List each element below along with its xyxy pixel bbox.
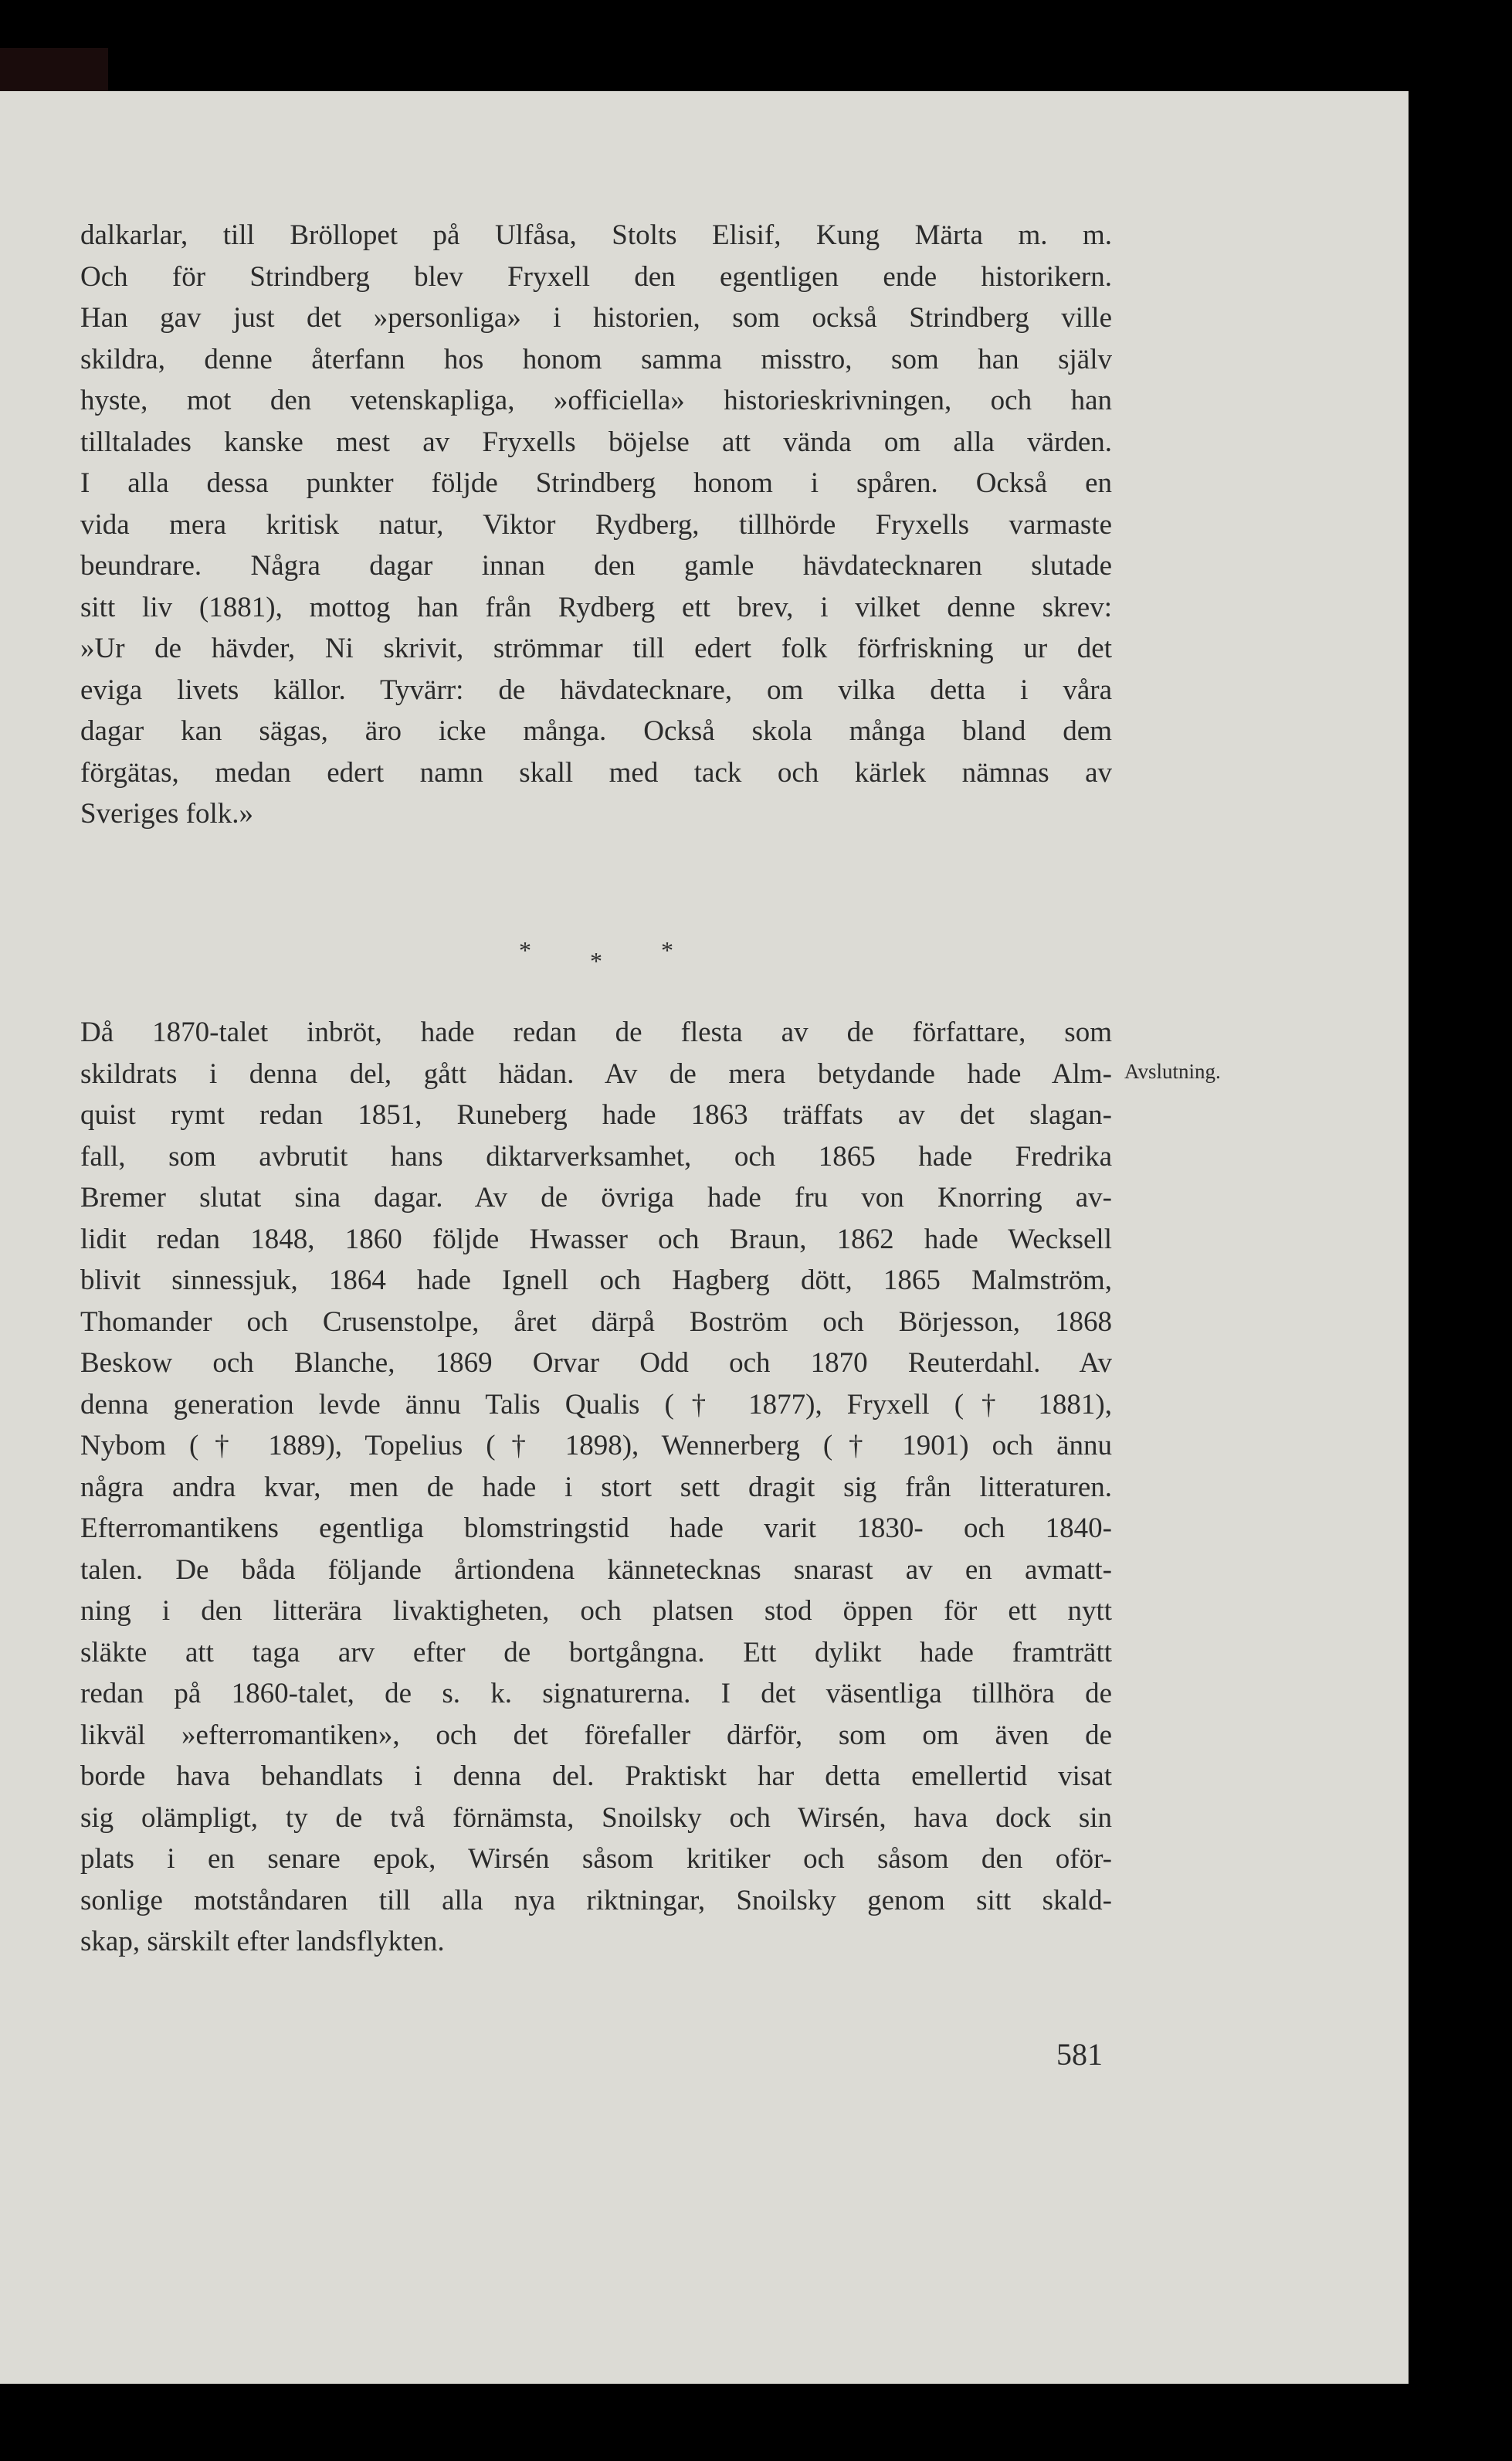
text-line: »Ur de hävder, Ni skrivit, strömmar till edert folk förfriskning ur det xyxy=(80,633,1112,664)
text-line: Han gav just det »personliga» i historien, som också Strindberg ville xyxy=(80,302,1112,334)
text-line: beundrare. Några dagar innan den gamle hävdatecknaren slutade xyxy=(80,550,1112,582)
text-line: quist rymt redan 1851, Runeberg hade 1863 träffats av det slagan- xyxy=(80,1099,1112,1131)
separator-asterisk: * xyxy=(519,936,531,964)
text-line: talen. De båda följande årtiondena kännetecknas snarast av en avmatt- xyxy=(80,1553,1112,1586)
text-line: Och för Strindberg blev Fryxell den egentligen ende historikern. xyxy=(80,260,1112,293)
text-line: Sveriges folk.» xyxy=(80,798,254,830)
section-separator xyxy=(0,936,1192,975)
margin-note: Avslutning. xyxy=(1124,1060,1221,1083)
text-line: blivit sinnessjuk, 1864 hade Ignell och Hagberg dött, 1865 Malmström, xyxy=(80,1264,1112,1296)
text-line: eviga livets källor. Tyvärr: de hävdatecknare, om vilka detta i våra xyxy=(80,674,1112,706)
text-line: borde hava behandlats i denna del. Praktiskt har detta emellertid visat xyxy=(80,1760,1112,1792)
paragraph-2 xyxy=(80,1012,1112,1963)
text-line: likväl »efterromantiken», och det förefaller därför, som om även de xyxy=(80,1719,1112,1751)
separator-asterisk: * xyxy=(661,936,673,964)
text-line: redan på 1860-talet, de s. k. signaturerna. I det väsentliga tillhöra de xyxy=(80,1678,1112,1709)
text-line: Efterromantikens egentliga blomstringstid hade varit 1830- och 1840- xyxy=(80,1512,1112,1544)
text-line: skildra, denne återfann hos honom samma misstro, som han själv xyxy=(80,343,1112,375)
page-edge xyxy=(0,48,108,91)
text-line: plats i en senare epok, Wirsén såsom kritiker och såsom den oför- xyxy=(80,1843,1112,1875)
paragraph-1 xyxy=(80,215,1112,835)
page-number: 581 xyxy=(1056,2037,1103,2072)
text-line: Beskow och Blanche, 1869 Orvar Odd och 1870 Reuterdahl. Av xyxy=(80,1347,1112,1379)
text-line: tilltalades kanske mest av Fryxells böjelse att vända om alla värden. xyxy=(80,426,1112,458)
separator-asterisk: * xyxy=(590,947,602,975)
text-line: fall, som avbrutit hans diktarverksamhet, och 1865 hade Fredrika xyxy=(80,1140,1112,1173)
text-line: Bremer slutat sina dagar. Av de övriga hade fru von Knorring av- xyxy=(80,1182,1112,1214)
text-line: denna generation levde ännu Talis Qualis († 1877), Fryxell († 1881), xyxy=(80,1388,1112,1421)
text-line: sitt liv (1881), mottog han från Rydberg ett brev, i vilket denne skrev: xyxy=(80,591,1112,623)
text-line: lidit redan 1848, 1860 följde Hwasser och Braun, 1862 hade Wecksell xyxy=(80,1223,1112,1255)
text-line: Då 1870-talet inbröt, hade redan de flesta av de författare, som xyxy=(80,1017,1112,1048)
text-line: skildrats i denna del, gått hädan. Av de mera betydande hade Alm- xyxy=(80,1057,1112,1090)
text-line: släkte att taga arv efter de bortgångna. Ett dylikt hade framträtt xyxy=(80,1636,1112,1668)
text-line: Nybom († 1889), Topelius († 1898), Wennerberg († 1901) och ännu xyxy=(80,1430,1112,1461)
text-line: dagar kan sägas, äro icke många. Också skola många bland dem xyxy=(80,715,1112,747)
text-line: dalkarlar, till Bröllopet på Ulfåsa, Stolts Elisif, Kung Märta m. m. xyxy=(80,219,1112,251)
text-line: Thomander och Crusenstolpe, året därpå Boström och Börjesson, 1868 xyxy=(80,1305,1112,1338)
text-line: förgätas, medan edert namn skall med tack och kärlek nämnas av xyxy=(80,756,1112,789)
text-line: sig olämpligt, ty de två förnämsta, Snoilsky och Wirsén, hava dock sin xyxy=(80,1801,1112,1834)
text-line: vida mera kritisk natur, Viktor Rydberg, tillhörde Fryxells varmaste xyxy=(80,508,1112,541)
text-line: I alla dessa punkter följde Strindberg honom i spåren. Också en xyxy=(80,467,1112,499)
text-line: några andra kvar, men de hade i stort sett dragit sig från litteraturen. xyxy=(80,1471,1112,1503)
text-line: sonlige motståndaren till alla nya riktningar, Snoilsky genom sitt skald- xyxy=(80,1884,1112,1916)
text-line: hyste, mot den vetenskapliga, »officiella» historieskrivningen, och han xyxy=(80,385,1112,416)
text-line: ning i den litterära livaktigheten, och platsen stod öppen för ett nytt xyxy=(80,1595,1112,1627)
text-line: skap, särskilt efter landsflykten. xyxy=(80,1926,445,1957)
